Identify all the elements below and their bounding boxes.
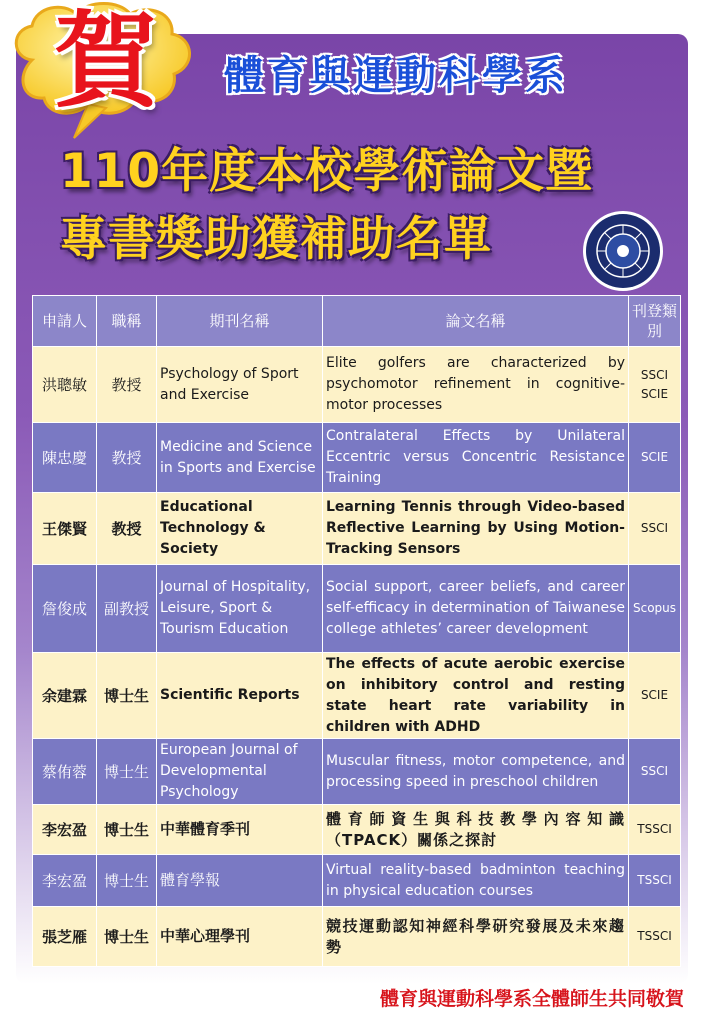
table-row bbox=[33, 907, 681, 967]
department-heading: 體育與運動科學系 bbox=[224, 53, 568, 99]
table-header-row bbox=[33, 296, 681, 347]
publication-class: Scopus bbox=[629, 565, 681, 653]
table-row bbox=[33, 565, 681, 653]
paper-title: Elite golfers are characterized by psychomotor refinement in cognitive-motor processes bbox=[323, 347, 629, 423]
column-header: 申請人 bbox=[33, 296, 97, 347]
column-header: 刊登類別 bbox=[629, 296, 681, 347]
publication-class: TSSCI bbox=[629, 805, 681, 855]
column-header: 論文名稱 bbox=[323, 296, 629, 347]
paper-title: The effects of acute aerobic exercise on inhibitory control and resting state heart rate variability in children with ADHD bbox=[323, 653, 629, 739]
applicant-title: 博士生 bbox=[97, 907, 157, 967]
applicant-name: 陳忠慶 bbox=[33, 423, 97, 493]
title-line-1: 110年度本校學術論文暨 bbox=[60, 144, 594, 199]
applicant-name: 李宏盈 bbox=[33, 855, 97, 907]
publication-class: SSCI bbox=[629, 739, 681, 805]
applicant-name: 余建霖 bbox=[33, 653, 97, 739]
journal-name: 中華體育季刊 bbox=[157, 805, 323, 855]
journal-name: Scientific Reports bbox=[157, 653, 323, 739]
grant-list-table bbox=[32, 295, 681, 967]
journal-name: 中華心理學刊 bbox=[157, 907, 323, 967]
applicant-title: 教授 bbox=[97, 493, 157, 565]
publication-class: TSSCI bbox=[629, 855, 681, 907]
class-label: SSCI bbox=[640, 367, 669, 382]
applicant-title: 博士生 bbox=[97, 739, 157, 805]
publication-class: SCIE bbox=[629, 653, 681, 739]
table-row bbox=[33, 423, 681, 493]
publication-class: TSSCI bbox=[629, 907, 681, 967]
applicant-name: 詹俊成 bbox=[33, 565, 97, 653]
applicant-name: 李宏盈 bbox=[33, 805, 97, 855]
class-label: SCIE bbox=[640, 386, 669, 401]
applicant-title: 教授 bbox=[97, 423, 157, 493]
university-seal-icon bbox=[582, 210, 664, 292]
applicant-name: 王傑賢 bbox=[33, 493, 97, 565]
paper-title: Contralateral Effects by Unilateral Eccentric versus Concentric Resistance Training bbox=[323, 423, 629, 493]
table-row bbox=[33, 855, 681, 907]
paper-title: Muscular fitness, motor competence, and processing speed in preschool children bbox=[323, 739, 629, 805]
applicant-title: 副教授 bbox=[97, 565, 157, 653]
table-row bbox=[33, 493, 681, 565]
journal-name: Journal of Hospitality, Leisure, Sport & Tourism Education bbox=[157, 565, 323, 653]
applicant-title: 博士生 bbox=[97, 805, 157, 855]
applicant-name: 張芝雁 bbox=[33, 907, 97, 967]
table-row bbox=[33, 653, 681, 739]
paper-title: 體育師資生與科技教學內容知識（TPACK）關係之探討 bbox=[323, 805, 629, 855]
footer-congratulations: 體育與運動科學系全體師生共同敬賀 bbox=[379, 988, 684, 1010]
paper-title: Social support, career beliefs, and career self-efficacy in determination of Taiwanese college athletes’ career development bbox=[323, 565, 629, 653]
column-header: 職稱 bbox=[97, 296, 157, 347]
applicant-title: 教授 bbox=[97, 347, 157, 423]
applicant-name: 蔡侑蓉 bbox=[33, 739, 97, 805]
table-row bbox=[33, 347, 681, 423]
column-header: 期刊名稱 bbox=[157, 296, 323, 347]
journal-name: 體育學報 bbox=[157, 855, 323, 907]
paper-title: Virtual reality-based badminton teaching in physical education courses bbox=[323, 855, 629, 907]
publication-class: SCIE bbox=[629, 423, 681, 493]
table-row bbox=[33, 805, 681, 855]
congratulations-character: 賀 bbox=[53, 0, 158, 122]
table-row bbox=[33, 739, 681, 805]
journal-name: European Journal of Developmental Psychology bbox=[157, 739, 323, 805]
applicant-title: 博士生 bbox=[97, 653, 157, 739]
publication-class bbox=[629, 347, 681, 423]
publication-class: SSCI bbox=[629, 493, 681, 565]
paper-title: Learning Tennis through Video-based Reflective Learning by Using Motion-Tracking Sensors bbox=[323, 493, 629, 565]
applicant-name: 洪聰敏 bbox=[33, 347, 97, 423]
journal-name: Educational Technology & Society bbox=[157, 493, 323, 565]
journal-name: Medicine and Science in Sports and Exercise bbox=[157, 423, 323, 493]
applicant-title: 博士生 bbox=[97, 855, 157, 907]
journal-name: Psychology of Sport and Exercise bbox=[157, 347, 323, 423]
title-line-2: 專書獎助獲補助名單 bbox=[60, 212, 492, 267]
paper-title: 競技運動認知神經科學研究發展及未來趨勢 bbox=[323, 907, 629, 967]
